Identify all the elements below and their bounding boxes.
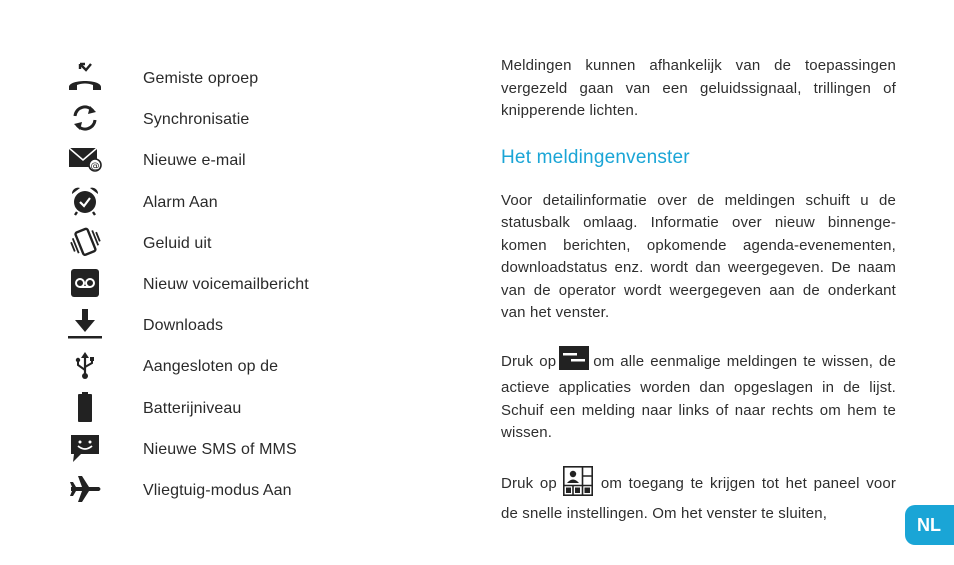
icon-row-new-email: [64, 140, 394, 181]
icon-label: Batterijniveau: [143, 399, 242, 417]
quick-settings-icon: [563, 466, 593, 504]
para3-lead: Druk op: [501, 474, 557, 492]
clear-notifications-paragraph: [501, 346, 896, 445]
battery-icon: [64, 390, 106, 424]
svg-text:@: @: [90, 161, 100, 172]
notifications-text-column: [501, 55, 896, 526]
icon-row-voicemail: [64, 264, 394, 305]
sync-icon: [64, 101, 106, 135]
section-title: Het meldingenvenster: [501, 146, 690, 168]
icon-label: Downloads: [143, 317, 224, 335]
icon-label: Nieuw voicemailbericht: [143, 275, 309, 293]
para3-rest: om toegang te krijgen tot het paneel voor de snelle instellingen. Om het venster te sluiten,: [501, 474, 896, 522]
icon-row-alarm: [64, 182, 394, 223]
para2-rest: om alle eenmalige meldingen te wissen, de actieve applicaties worden dan opgeslagen in de lijst. Schuif een melding naar links of naar rechts om hem te wissen.: [501, 352, 897, 441]
sms-icon: [64, 431, 106, 465]
clear-all-icon: [559, 346, 589, 378]
notification-panel-paragraph: Voor detailinformatie over de meldingen schuift u de statusbalk omlaag. Informatie over nieuw binnenge-komen berichten, opkomende agenda-evenementen, downloadstatus enz. wordt dan weergegeven. De naam van de operator wordt weergegeven aan de onderkant van het venster.: [501, 191, 896, 321]
icon-label: Aangesloten op de: [143, 358, 279, 376]
alarm-icon: [64, 184, 106, 218]
icon-row-battery: [64, 388, 394, 429]
para2-lead: Druk op: [501, 352, 557, 370]
icon-row-sync: [64, 99, 394, 140]
vibrate-icon: [64, 225, 106, 259]
voicemail-icon: [64, 266, 106, 300]
icon-label: Vliegtuig-modus Aan: [143, 481, 292, 499]
icon-row-usb: [64, 346, 394, 387]
icon-label: Geluid uit: [143, 234, 212, 252]
icon-label: Nieuwe SMS of MMS: [143, 440, 297, 458]
quick-settings-paragraph: [501, 466, 896, 526]
icon-label: Gemiste oproep: [143, 70, 259, 87]
missed-call-icon: [64, 60, 106, 94]
usb-icon: [64, 348, 106, 382]
status-icon-list: [64, 58, 394, 511]
icon-label: Alarm Aan: [143, 193, 218, 211]
icon-row-download: [64, 305, 394, 346]
icon-row-missed-call: [64, 58, 394, 99]
icon-row-sms: [64, 429, 394, 470]
intro-paragraph: Meldingen kunnen afhankelijk van de toepassingen vergezeld gaan van een geluidssignaal, trillingen of knipperende lichten.: [501, 57, 896, 119]
new-email-icon: [64, 142, 106, 176]
icon-label: Synchronisatie: [143, 111, 250, 129]
airplane-icon: [64, 472, 106, 506]
download-icon: [64, 307, 106, 341]
icon-row-vibrate: [64, 223, 394, 264]
icon-row-airplane: [64, 470, 394, 511]
icon-label: Nieuwe e-mail: [143, 152, 246, 170]
language-badge: NL: [905, 505, 954, 545]
